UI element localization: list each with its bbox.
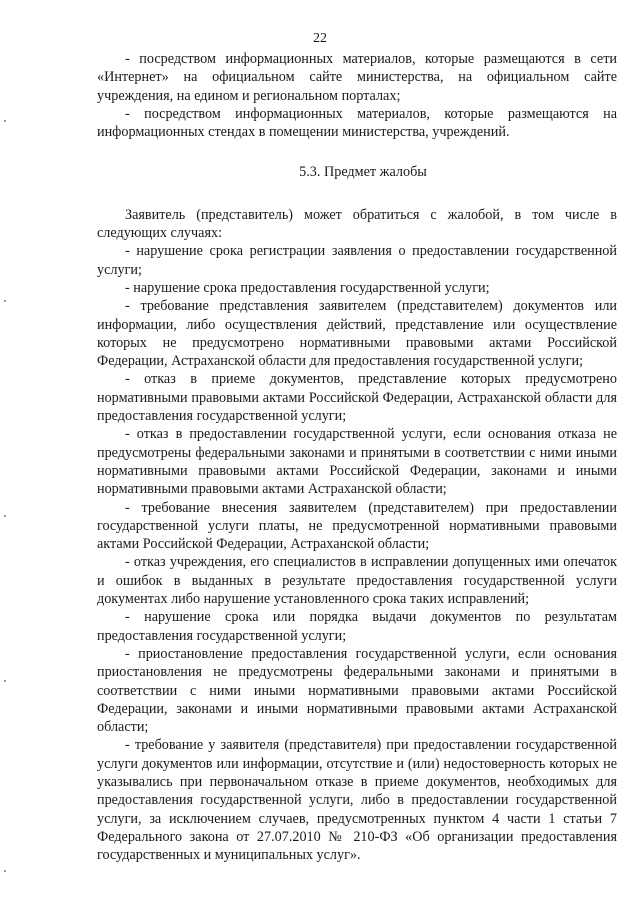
list-item: - отказ в предоставлении государственной услуги, если основания отказа не предусмотрены федеральными законами и принятыми в соответствии с ними иными нормативными правовыми актами Российской Федерации, законами и иными нормативными правовыми актами Астраханской области; xyxy=(97,426,617,498)
list-item: - нарушение срока или порядка выдачи документов по результатам предоставления государственной услуги; xyxy=(97,609,617,644)
list-item: - требование внесения заявителем (представителем) при предоставлении государственной услуги платы, не предусмотренной нормативными правовыми актами Российской Федерации, Астраханской области; xyxy=(97,499,617,553)
list-item: - отказ в приеме документов, представление которых предусмотрено нормативными правовыми актами Российской Федерации, Астраханской области для предоставления государственной услуги; xyxy=(97,371,617,425)
list-item: - нарушение срока регистрации заявления о предоставлении государственной услуги; xyxy=(97,243,617,278)
list-item-info-stands: - посредством информационных материалов, которые размещаются на информационных стендах в помещении министерства, учреждений. xyxy=(97,105,617,141)
document-body xyxy=(97,50,617,864)
list-item: - требование у заявителя (представителя) при предоставлении государственной услуги документов или информации, отсутствие и (или) недостоверность которых не указывались при первоначальном отказе в приеме документов, необходимых для предоставления государственной услуги, либо в предоставлении государственной услуги, за исключением случаев, предусмотренных пунктом 4 части 1 статьи 7 Федерального закона от 27.07.2010 № 210-ФЗ «Об организации предоставления государственных и муниципальных услуг». xyxy=(97,737,617,864)
scan-edge-artifacts xyxy=(2,0,8,905)
list-item: - приостановление предоставления государственной услуги, если основания приостановления не предусмотрены федеральными законами и принятыми в соответствии с ними иными нормативными правовыми актами Российской Федерации, законами и иными нормативными правовыми актами Астраханской области; xyxy=(97,645,617,736)
list-item: - нарушение срока предоставления государственной услуги; xyxy=(125,279,490,296)
intro-paragraph: Заявитель (представитель) может обратиться с жалобой, в том числе в следующих случаях: xyxy=(97,206,617,242)
section-heading: 5.3. Предмет жалобы xyxy=(299,164,427,181)
list-item: - требование представления заявителем (представителем) документов или информации, либо осуществления действий, представление или осуществление которых не предусмотрено нормативными правовыми актами Российской Федерации, Астраханской области для предоставления государственной услуги; xyxy=(97,298,617,370)
list-item: - отказ учреждения, его специалистов в исправлении допущенных ими опечаток и ошибок в выданных в результате предоставления государственной услуги документах либо нарушение установленного срока таких исправлений; xyxy=(97,554,617,608)
list-item-info-internet: - посредством информационных материалов, которые размещаются в сети «Интернет» на официальном сайте министерства, на официальном сайте учреждения, на едином и региональном порталах; xyxy=(97,51,617,104)
page-number: 22 xyxy=(313,31,327,46)
